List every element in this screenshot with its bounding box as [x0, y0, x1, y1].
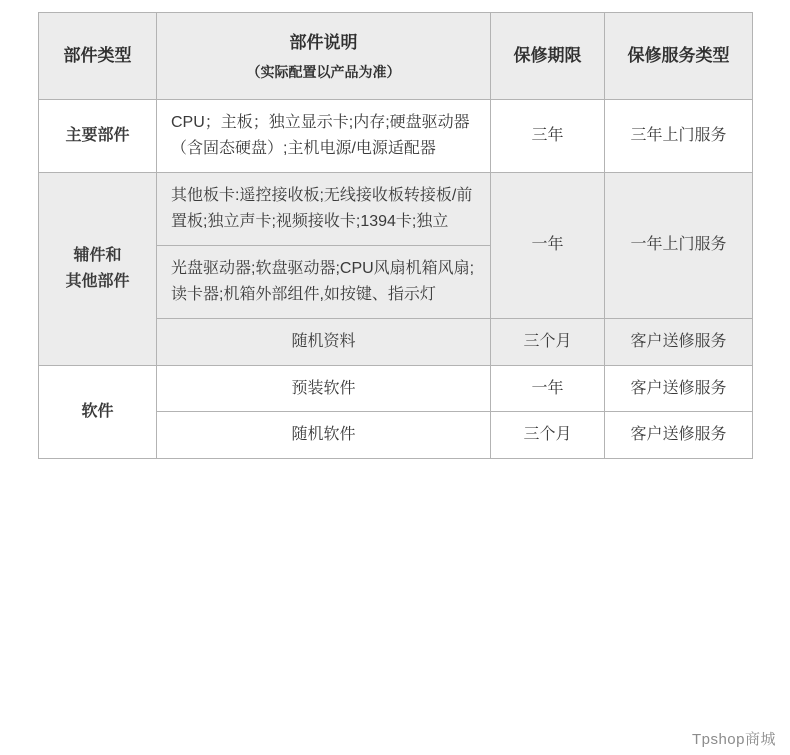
section-label-accessory-line2: 其他部件	[65, 272, 130, 290]
cell-description-main-parts: CPU；主板；独立显示卡;内存;硬盘驱动器（含固态硬盘）;主机电源/电源适配器	[157, 100, 491, 173]
watermark-label: Tpshop商城	[691, 731, 776, 748]
cell-term-main-parts: 三年	[491, 100, 605, 173]
cell-term-preinstalled-software: 一年	[491, 365, 605, 412]
warranty-table-container	[38, 12, 752, 459]
cell-service-accessory-parts: 一年上门服务	[605, 173, 753, 319]
cell-description-preinstalled-software: 预装软件	[157, 365, 491, 412]
header-part-description	[157, 13, 491, 100]
cell-service-bundled-software: 客户送修服务	[605, 412, 753, 459]
header-service-type: 保修服务类型	[605, 13, 753, 100]
table-row	[39, 365, 753, 412]
cell-description-bundled-software: 随机软件	[157, 412, 491, 459]
cell-service-preinstalled-software: 客户送修服务	[605, 365, 753, 412]
cell-description-drives-fans: 光盘驱动器;软盘驱动器;CPU风扇机箱风扇;读卡器;机箱外部组件,如按键、指示灯	[157, 245, 491, 318]
cell-description-documents: 随机资料	[157, 318, 491, 365]
section-label-software: 软件	[39, 365, 157, 459]
header-warranty-term: 保修期限	[491, 13, 605, 100]
cell-service-documents: 客户送修服务	[605, 318, 753, 365]
header-part-description-main: 部件说明	[289, 33, 358, 52]
section-label-accessory-parts	[39, 173, 157, 366]
table-row	[39, 100, 753, 173]
cell-term-bundled-software: 三个月	[491, 412, 605, 459]
table-row	[39, 173, 753, 246]
warranty-table	[38, 12, 753, 459]
header-part-description-note: （实际配置以产品为准）	[246, 63, 401, 80]
header-part-type: 部件类型	[39, 13, 157, 100]
section-label-accessory-line1: 辅件和	[73, 246, 122, 264]
cell-service-main-parts: 三年上门服务	[605, 100, 753, 173]
cell-description-other-boards: 其他板卡:遥控接收板;无线接收板转接板/前置板;独立声卡;视频接收卡;1394卡;独立	[157, 173, 491, 246]
cell-term-accessory-parts: 一年	[491, 173, 605, 319]
section-label-main-parts: 主要部件	[39, 100, 157, 173]
cell-term-documents: 三个月	[491, 318, 605, 365]
table-header-row	[39, 13, 753, 100]
